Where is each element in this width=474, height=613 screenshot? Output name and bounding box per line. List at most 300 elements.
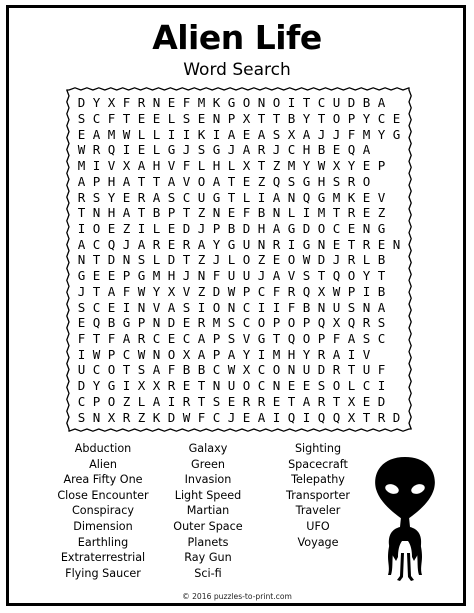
grid-letter[interactable]: R (332, 362, 341, 378)
grid-letter[interactable]: D (317, 362, 326, 378)
grid-letter[interactable]: A (122, 205, 131, 221)
grid-letter[interactable]: F (77, 331, 86, 347)
grid-letter[interactable]: I (272, 409, 281, 425)
grid-letter[interactable]: W (227, 283, 236, 299)
grid-letter[interactable]: A (137, 158, 146, 174)
grid-letter[interactable] (389, 331, 404, 347)
grid-letter[interactable]: C (362, 378, 371, 394)
grid-letter[interactable]: Q (332, 409, 341, 425)
grid-letter[interactable]: Y (302, 158, 311, 174)
grid-letter[interactable]: C (92, 111, 101, 127)
grid-letter[interactable] (389, 299, 404, 315)
grid-letter[interactable]: V (152, 299, 161, 315)
grid-letter[interactable]: P (122, 268, 131, 284)
grid-letter[interactable]: N (152, 95, 161, 111)
grid-letter[interactable]: C (242, 299, 251, 315)
grid-letter[interactable]: N (212, 205, 221, 221)
grid-letter[interactable]: A (257, 409, 266, 425)
grid-letter[interactable]: T (137, 173, 146, 189)
grid-letter[interactable]: O (302, 331, 311, 347)
grid-letter[interactable]: E (182, 315, 191, 331)
grid-letter[interactable]: L (152, 221, 161, 237)
grid-letter[interactable]: E (362, 393, 371, 409)
grid-letter[interactable]: Q (317, 315, 326, 331)
grid-letter[interactable]: T (182, 205, 191, 221)
grid-letter[interactable] (389, 268, 404, 284)
grid-letter[interactable]: A (197, 346, 206, 362)
grid-letter[interactable]: Q (302, 283, 311, 299)
grid-letter[interactable]: A (167, 173, 176, 189)
grid-letter[interactable]: P (227, 111, 236, 127)
grid-letter[interactable]: E (107, 299, 116, 315)
grid-letter[interactable]: I (122, 299, 131, 315)
grid-letter[interactable]: C (317, 95, 326, 111)
grid-letter[interactable]: I (287, 236, 296, 252)
grid-letter[interactable]: Z (257, 252, 266, 268)
grid-letter[interactable]: R (167, 378, 176, 394)
grid-letter[interactable]: R (77, 189, 86, 205)
grid-letter[interactable]: A (377, 95, 386, 111)
grid-letter[interactable]: N (92, 409, 101, 425)
grid-letter[interactable]: S (182, 299, 191, 315)
grid-letter[interactable]: Y (302, 111, 311, 127)
grid-letter[interactable]: C (257, 362, 266, 378)
grid-letter[interactable]: C (182, 331, 191, 347)
grid-letter[interactable]: N (152, 315, 161, 331)
grid-letter[interactable]: B (152, 205, 161, 221)
grid-letter[interactable]: S (167, 189, 176, 205)
grid-letter[interactable]: A (107, 283, 116, 299)
grid-letter[interactable]: Q (272, 173, 281, 189)
grid-letter[interactable]: E (152, 111, 161, 127)
grid-letter[interactable]: F (242, 205, 251, 221)
grid-letter[interactable]: Q (287, 331, 296, 347)
grid-letter[interactable]: Y (362, 268, 371, 284)
grid-letter[interactable]: Z (197, 252, 206, 268)
grid-letter[interactable]: R (347, 173, 356, 189)
grid-letter[interactable]: N (212, 111, 221, 127)
grid-letter[interactable]: I (122, 378, 131, 394)
grid-letter[interactable]: E (302, 378, 311, 394)
grid-letter[interactable]: K (347, 189, 356, 205)
grid-letter[interactable]: T (227, 189, 236, 205)
grid-letter[interactable]: M (332, 189, 341, 205)
grid-letter[interactable]: O (272, 95, 281, 111)
grid-letter[interactable]: S (227, 331, 236, 347)
grid-letter[interactable]: A (122, 173, 131, 189)
grid-letter[interactable]: R (242, 393, 251, 409)
grid-letter[interactable]: D (317, 252, 326, 268)
grid-letter[interactable]: E (272, 252, 281, 268)
grid-letter[interactable]: A (152, 393, 161, 409)
grid-letter[interactable]: B (197, 362, 206, 378)
grid-letter[interactable]: L (152, 142, 161, 158)
grid-letter[interactable]: T (197, 378, 206, 394)
grid-letter[interactable]: F (107, 111, 116, 127)
grid-letter[interactable]: W (332, 283, 341, 299)
grid-letter[interactable]: M (197, 95, 206, 111)
grid-letter[interactable] (389, 95, 404, 111)
grid-letter[interactable]: T (92, 331, 101, 347)
grid-letter[interactable]: W (227, 362, 236, 378)
grid-letter[interactable]: O (332, 111, 341, 127)
grid-letter[interactable]: D (212, 283, 221, 299)
grid-letter[interactable]: F (347, 126, 356, 142)
grid-letter[interactable]: N (137, 299, 146, 315)
grid-letter[interactable]: Z (197, 283, 206, 299)
grid-letter[interactable]: A (212, 173, 221, 189)
grid-letter[interactable]: T (92, 252, 101, 268)
grid-letter[interactable]: A (152, 189, 161, 205)
grid-letter[interactable] (389, 189, 404, 205)
grid-letter[interactable]: R (257, 393, 266, 409)
grid-letter[interactable]: R (272, 236, 281, 252)
grid-letter[interactable]: E (377, 236, 386, 252)
grid-letter[interactable]: T (377, 268, 386, 284)
grid-letter[interactable]: S (347, 299, 356, 315)
grid-letter[interactable]: O (332, 378, 341, 394)
grid-letter[interactable]: D (347, 95, 356, 111)
grid-letter[interactable]: Y (92, 95, 101, 111)
grid-letter[interactable]: I (167, 126, 176, 142)
grid-letter[interactable]: H (317, 173, 326, 189)
grid-letter[interactable]: G (317, 189, 326, 205)
grid-letter[interactable]: N (152, 346, 161, 362)
grid-letter[interactable]: N (317, 236, 326, 252)
grid-letter[interactable]: A (272, 189, 281, 205)
grid-letter[interactable]: X (347, 393, 356, 409)
grid-letter[interactable]: G (257, 331, 266, 347)
grid-letter[interactable]: H (107, 205, 116, 221)
grid-letter[interactable]: U (242, 236, 251, 252)
grid-letter[interactable]: G (122, 315, 131, 331)
grid-letter[interactable]: T (317, 268, 326, 284)
grid-letter[interactable]: I (92, 158, 101, 174)
grid-letter[interactable]: J (332, 252, 341, 268)
grid-letter[interactable]: R (122, 409, 131, 425)
grid-letter[interactable]: L (137, 393, 146, 409)
grid-letter[interactable]: M (212, 315, 221, 331)
grid-letter[interactable]: F (272, 283, 281, 299)
grid-letter[interactable]: I (197, 299, 206, 315)
grid-letter[interactable]: X (152, 378, 161, 394)
grid-letter[interactable]: N (392, 236, 401, 252)
grid-letter[interactable]: I (137, 221, 146, 237)
grid-letter[interactable]: W (77, 142, 86, 158)
grid-letter[interactable]: E (242, 409, 251, 425)
grid-letter[interactable]: N (227, 299, 236, 315)
grid-letter[interactable]: Z (122, 221, 131, 237)
grid-letter[interactable]: Q (287, 409, 296, 425)
grid-letter[interactable]: J (122, 236, 131, 252)
grid-letter[interactable]: N (362, 221, 371, 237)
grid-letter[interactable]: O (287, 252, 296, 268)
grid-letter[interactable]: Y (347, 158, 356, 174)
grid-letter[interactable]: B (377, 252, 386, 268)
grid-letter[interactable] (389, 378, 404, 394)
grid-letter[interactable]: S (182, 111, 191, 127)
grid-letter[interactable]: H (212, 158, 221, 174)
grid-letter[interactable]: S (92, 189, 101, 205)
grid-letter[interactable]: L (152, 126, 161, 142)
grid-letter[interactable]: G (212, 189, 221, 205)
grid-letter[interactable]: I (302, 205, 311, 221)
grid-letter[interactable]: E (362, 205, 371, 221)
grid-letter[interactable]: R (92, 142, 101, 158)
grid-letter[interactable]: T (152, 173, 161, 189)
grid-letter[interactable]: A (242, 142, 251, 158)
grid-letter[interactable]: A (227, 346, 236, 362)
grid-letter[interactable]: L (347, 378, 356, 394)
grid-letter[interactable]: R (362, 236, 371, 252)
grid-letter[interactable]: E (137, 111, 146, 127)
grid-letter[interactable]: G (77, 268, 86, 284)
grid-letter[interactable]: P (317, 331, 326, 347)
grid-letter[interactable]: O (197, 173, 206, 189)
grid-letter[interactable]: R (182, 236, 191, 252)
grid-letter[interactable]: C (377, 111, 386, 127)
grid-letter[interactable]: E (77, 126, 86, 142)
grid-letter[interactable]: I (167, 393, 176, 409)
grid-letter[interactable]: G (377, 221, 386, 237)
grid-letter[interactable]: F (182, 95, 191, 111)
grid-letter[interactable]: F (197, 409, 206, 425)
grid-letter[interactable]: W (92, 346, 101, 362)
grid-letter[interactable]: T (137, 205, 146, 221)
grid-letter[interactable]: T (257, 111, 266, 127)
grid-letter[interactable]: W (302, 252, 311, 268)
grid-letter[interactable]: X (347, 409, 356, 425)
grid-letter[interactable]: A (227, 126, 236, 142)
grid-letter[interactable]: O (212, 299, 221, 315)
grid-letter[interactable]: P (272, 315, 281, 331)
grid-letter[interactable]: K (197, 126, 206, 142)
grid-letter[interactable]: Y (302, 346, 311, 362)
grid-letter[interactable]: R (182, 393, 191, 409)
grid-letter[interactable]: E (137, 142, 146, 158)
grid-letter[interactable]: P (212, 346, 221, 362)
grid-letter[interactable]: I (77, 346, 86, 362)
grid-letter[interactable]: N (272, 205, 281, 221)
grid-letter[interactable]: E (107, 268, 116, 284)
grid-letter[interactable]: M (152, 268, 161, 284)
grid-letter[interactable]: X (242, 111, 251, 127)
grid-letter[interactable]: C (77, 393, 86, 409)
grid-letter[interactable]: R (197, 315, 206, 331)
grid-letter[interactable]: X (107, 95, 116, 111)
grid-letter[interactable]: J (257, 268, 266, 284)
grid-letter[interactable]: A (272, 268, 281, 284)
grid-letter[interactable]: T (317, 111, 326, 127)
grid-letter[interactable]: X (137, 378, 146, 394)
grid-letter[interactable]: J (317, 126, 326, 142)
grid-letter[interactable]: V (107, 158, 116, 174)
grid-letter[interactable]: X (242, 362, 251, 378)
grid-letter[interactable]: P (92, 173, 101, 189)
grid-letter[interactable]: I (77, 221, 86, 237)
grid-letter[interactable]: L (362, 252, 371, 268)
grid-letter[interactable]: B (317, 142, 326, 158)
grid-letter[interactable]: L (242, 189, 251, 205)
grid-letter[interactable]: P (302, 315, 311, 331)
grid-letter[interactable]: D (107, 252, 116, 268)
grid-letter[interactable]: Z (122, 393, 131, 409)
grid-letter[interactable]: C (377, 331, 386, 347)
grid-letter[interactable]: S (77, 409, 86, 425)
grid-letter[interactable]: J (212, 252, 221, 268)
grid-letter[interactable]: T (272, 331, 281, 347)
grid-letter[interactable]: U (227, 378, 236, 394)
grid-letter[interactable]: L (227, 252, 236, 268)
grid-letter[interactable]: M (107, 126, 116, 142)
grid-letter[interactable]: C (92, 236, 101, 252)
grid-letter[interactable]: P (377, 158, 386, 174)
grid-letter[interactable]: U (197, 189, 206, 205)
grid-letter[interactable] (389, 362, 404, 378)
grid-letter[interactable]: G (137, 268, 146, 284)
grid-letter[interactable]: D (302, 221, 311, 237)
grid-letter[interactable] (389, 346, 404, 362)
grid-letter[interactable]: A (302, 126, 311, 142)
grid-letter[interactable]: R (137, 189, 146, 205)
grid-letter[interactable]: Y (92, 378, 101, 394)
grid-letter[interactable]: N (92, 205, 101, 221)
grid-letter[interactable]: N (257, 95, 266, 111)
grid-letter[interactable]: S (137, 362, 146, 378)
grid-letter[interactable]: O (242, 95, 251, 111)
grid-letter[interactable]: U (332, 299, 341, 315)
grid-letter[interactable]: C (92, 299, 101, 315)
grid-letter[interactable]: M (272, 346, 281, 362)
grid-letter[interactable] (389, 205, 404, 221)
grid-letter[interactable]: V (167, 158, 176, 174)
grid-letter[interactable]: N (77, 252, 86, 268)
grid-letter[interactable]: V (182, 283, 191, 299)
grid-letter[interactable]: G (302, 236, 311, 252)
grid-letter[interactable]: G (392, 126, 401, 142)
grid-letter[interactable] (389, 252, 404, 268)
grid-letter[interactable]: O (257, 315, 266, 331)
grid-letter[interactable]: G (227, 236, 236, 252)
grid-letter[interactable]: L (167, 111, 176, 127)
grid-letter[interactable]: E (362, 158, 371, 174)
grid-letter[interactable]: U (242, 268, 251, 284)
grid-letter[interactable]: U (227, 268, 236, 284)
grid-letter[interactable]: T (347, 362, 356, 378)
grid-letter[interactable]: S (197, 142, 206, 158)
grid-letter[interactable]: C (182, 189, 191, 205)
grid-letter[interactable]: W (317, 158, 326, 174)
grid-letter[interactable]: F (107, 331, 116, 347)
grid-letter[interactable]: Z (197, 205, 206, 221)
grid-letter[interactable]: E (77, 315, 86, 331)
grid-letter[interactable]: B (287, 111, 296, 127)
grid-letter[interactable]: C (287, 142, 296, 158)
grid-letter[interactable]: E (182, 378, 191, 394)
grid-letter[interactable]: A (257, 126, 266, 142)
grid-letter[interactable]: Q (107, 142, 116, 158)
grid-letter[interactable]: U (77, 362, 86, 378)
grid-letter[interactable]: T (272, 111, 281, 127)
grid-letter[interactable] (374, 346, 389, 362)
grid-letter[interactable]: G (107, 378, 116, 394)
grid-letter[interactable]: M (317, 205, 326, 221)
grid-letter[interactable]: A (197, 236, 206, 252)
grid-letter[interactable]: N (212, 378, 221, 394)
grid-letter[interactable]: P (347, 111, 356, 127)
grid-letter[interactable]: S (377, 315, 386, 331)
grid-letter[interactable] (374, 174, 389, 190)
grid-letter[interactable]: F (122, 283, 131, 299)
grid-letter[interactable]: P (212, 331, 221, 347)
grid-letter[interactable]: X (317, 283, 326, 299)
grid-letter[interactable]: Y (212, 236, 221, 252)
grid-letter[interactable]: E (392, 111, 401, 127)
grid-letter[interactable]: P (167, 205, 176, 221)
grid-letter[interactable]: E (167, 95, 176, 111)
grid-letter[interactable]: N (317, 299, 326, 315)
grid-letter[interactable]: Y (377, 126, 386, 142)
grid-letter[interactable]: C (257, 283, 266, 299)
grid-letter[interactable]: I (212, 126, 221, 142)
grid-letter[interactable]: O (92, 221, 101, 237)
grid-letter[interactable]: R (137, 331, 146, 347)
grid-letter[interactable]: Z (377, 205, 386, 221)
grid-letter[interactable]: P (107, 346, 116, 362)
grid-letter[interactable]: L (152, 252, 161, 268)
grid-letter[interactable]: H (152, 158, 161, 174)
grid-letter[interactable]: I (257, 346, 266, 362)
grid-letter[interactable]: E (92, 268, 101, 284)
grid-letter[interactable]: I (257, 189, 266, 205)
grid-letter[interactable]: A (377, 299, 386, 315)
grid-letter[interactable]: A (137, 236, 146, 252)
grid-letter[interactable]: A (347, 331, 356, 347)
grid-letter[interactable]: D (392, 409, 401, 425)
grid-letter[interactable] (389, 221, 404, 237)
grid-letter[interactable]: R (137, 95, 146, 111)
grid-letter[interactable]: C (152, 331, 161, 347)
grid-letter[interactable]: X (332, 158, 341, 174)
grid-letter[interactable]: G (302, 173, 311, 189)
grid-letter[interactable]: W (137, 283, 146, 299)
grid-letter[interactable] (389, 315, 404, 331)
grid-letter[interactable]: Z (272, 158, 281, 174)
grid-letter[interactable]: P (212, 221, 221, 237)
grid-letter[interactable]: B (257, 205, 266, 221)
grid-letter[interactable]: O (242, 378, 251, 394)
grid-letter[interactable]: N (257, 236, 266, 252)
grid-letter[interactable]: Y (107, 189, 116, 205)
grid-letter[interactable]: I (182, 126, 191, 142)
grid-letter[interactable]: S (287, 173, 296, 189)
grid-letter[interactable]: H (257, 221, 266, 237)
grid-letter[interactable]: S (77, 111, 86, 127)
grid-letter[interactable]: Q (347, 315, 356, 331)
grid-letter[interactable]: J (182, 142, 191, 158)
grid-letter[interactable]: N (197, 268, 206, 284)
grid-letter[interactable]: O (242, 252, 251, 268)
grid-letter[interactable]: T (182, 252, 191, 268)
grid-letter[interactable]: W (122, 126, 131, 142)
grid-letter[interactable]: Q (332, 268, 341, 284)
grid-letter[interactable]: O (287, 315, 296, 331)
grid-letter[interactable]: H (107, 173, 116, 189)
grid-letter[interactable]: S (137, 252, 146, 268)
grid-letter[interactable]: C (212, 362, 221, 378)
grid-letter[interactable]: O (317, 221, 326, 237)
grid-letter[interactable]: Q (107, 236, 116, 252)
